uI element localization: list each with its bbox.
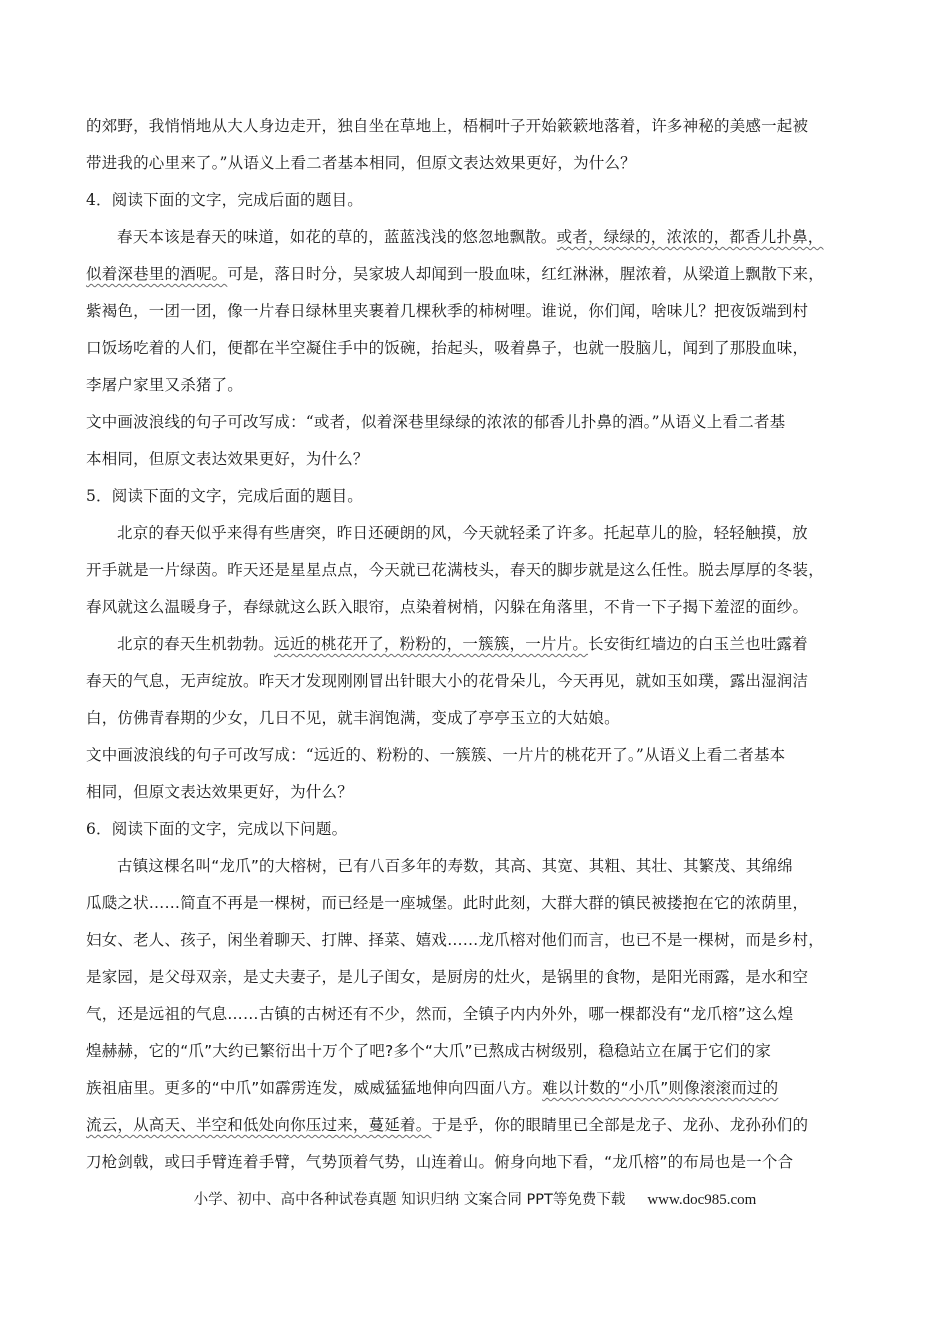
passage-line: 古镇这棵名叫“龙爪”的大榕树，已有八百多年的寿数，其高、其宽、其粗、其壮、其繁茂、其绵绵 [117,857,793,875]
passage-line: 北京的春天似乎来得有些唐突，昨日还硬朗的风，今天就轻柔了许多。托起草儿的脸，轻轻触摸，放 [117,524,808,542]
passage-line: 煌赫赫，它的“爪”大约已繁衍出十万个了吧?多个“大爪”已熬成古树级别，稳稳站立在属于它们的家 [86,1042,772,1060]
passage-line: 气，还是远祖的气息……古镇的古树还有不少，然而，全镇子内内外外，哪一棵都没有“龙爪榕”这么煌 [86,1005,794,1023]
passage-line: 北京的春天生机勃勃。远近的桃花开了，粉粉的，一簇簇，一片片。长安街红墙边的白玉兰也吐露着 [117,635,808,653]
passage-line: 瓜瓞之状……简直不再是一棵树，而已经是一座城堡。此时此刻，大群大群的镇民被搂抱在它的浓荫里， [86,894,809,912]
question-text: 文中画波浪线的句子可改写成：“或者，似着深巷里绿绿的浓浓的郁香儿扑鼻的酒。”从语义上看二者基 [86,413,786,431]
wavy-underlined-sentence: 似着深巷里的酒呢。 [86,265,228,283]
wavy-underlined-sentence: 远近的桃花开了，粉粉的，一簇簇，一片片。 [274,635,589,653]
passage-line: 白，仿佛青春期的少女，几日不见，就丰润饱满，变成了亭亭玉立的大姑娘。 [86,709,620,727]
passage-line: 春风就这么温暖身子，春绿就这么跃入眼帘，点染着树梢，闪躲在角落里，不肯一下子揭下羞涩的面纱。 [86,598,809,616]
passage-line: 族祖庙里。更多的“中爪”如霹雳连发，威威猛猛地伸向四面八方。难以计数的“小爪”则像滚滚而过的 [86,1079,779,1097]
wavy-underlined-sentence: 或者，绿绿的，浓浓的，都香儿扑鼻， [556,228,824,246]
passage-line: 开手就是一片绿茵。昨天还是星星点点，今天就已花满枝头，春天的脚步就是这么任性。脱去厚厚的冬装， [86,561,824,579]
question-heading: 5．阅读下面的文字，完成后面的题目。 [86,487,363,505]
passage-line: 春天本该是春天的味道，如花的草的，蓝蓝浅浅的悠忽地飘散。或者，绿绿的，浓浓的，都香儿扑鼻， [117,228,824,246]
passage-line: 春天的气息，无声绽放。昨天才发现刚刚冒出针眼大小的花骨朵儿，今天再见，就如玉如璞，露出湿润洁 [86,672,809,690]
passage-line: 刀枪剑戟，或曰手臂连着手臂，气势顶着气势，山连着山。俯身向地下看，“龙爪榕”的布局也是一个合 [86,1153,794,1171]
wavy-underlined-sentence: 难以计数的“小爪”则像滚滚而过的 [542,1079,779,1097]
passage-line: 是家园，是父母双亲，是丈夫妻子，是儿子闺女，是厨房的灶火，是锅里的食物，是阳光雨露，是水和空 [86,968,809,986]
footer-url[interactable]: www.doc985.com [647,1192,757,1208]
document-body [86,108,864,1181]
passage-line: 李屠户家里又杀猪了。 [86,376,244,394]
question-text: 文中画波浪线的句子可改写成：“远近的、粉粉的、一簇簇、一片片的桃花开了。”从语义上看二者基本 [86,746,786,764]
passage-line: 流云，从高天、半空和低处向你压过来，蔓延着。于是乎，你的眼睛里已全部是龙子、龙孙、龙孙孙们的 [86,1116,809,1134]
page-footer [0,1188,950,1209]
question-heading: 6．阅读下面的文字，完成以下问题。 [86,820,348,838]
wavy-underlined-sentence: 流云，从高天、半空和低处向你压过来，蔓延着。 [86,1116,432,1134]
passage-line: 紫褐色，一团一团，像一片春日绿林里夹裹着几棵秋季的柿树哩。谁说，你们闻，啥味儿？把夜饭端到村 [86,302,809,320]
text-line: 的郊野，我悄悄地从大人身边走开，独自坐在草地上，梧桐叶子开始簌簌地落着，许多神秘的美感一起被 [86,117,809,135]
passage-line: 妇女、老人、孩子，闲坐着聊天、打牌、择菜、嬉戏……龙爪榕对他们而言，也已不是一棵树，而是乡村， [86,931,824,949]
question-text: 本相同，但原文表达效果更好，为什么？ [86,450,369,468]
passage-line: 似着深巷里的酒呢。可是，落日时分，吴家坡人却闻到一股血味，红红淋淋，腥浓着，从梁道上飘散下来， [86,265,824,283]
question-heading: 4．阅读下面的文字，完成后面的题目。 [86,191,363,209]
passage-line: 口饭场吃着的人们，便都在半空凝住手中的饭碗，抬起头，吸着鼻子，也就一股脑儿，闻到了那股血味， [86,339,809,357]
footer-text: 小学、初中、高中各种试卷真题 知识归纳 文案合同 PPT等免费下载 [193,1192,626,1208]
question-text: 相同，但原文表达效果更好，为什么？ [86,783,353,801]
text-line: 带进我的心里来了。”从语义上看二者基本相同，但原文表达效果更好，为什么？ [86,154,636,172]
